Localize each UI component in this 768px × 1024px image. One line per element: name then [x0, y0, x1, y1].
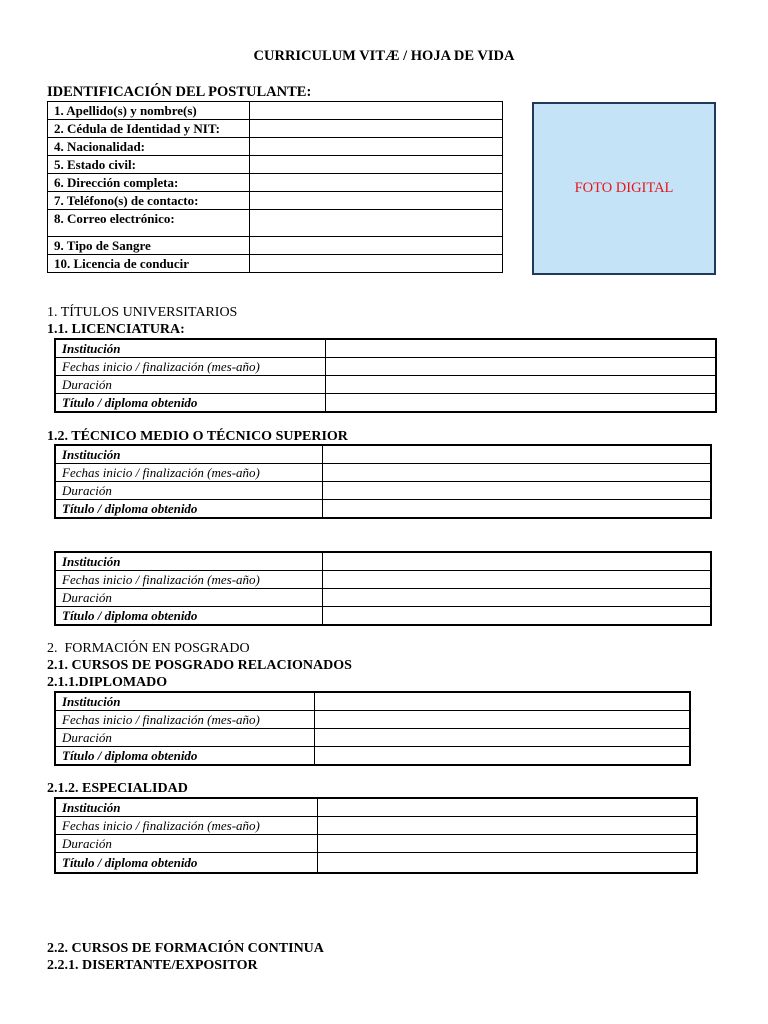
- value-cell[interactable]: [314, 692, 690, 711]
- id-field-label: 8. Correo electrónico:: [48, 210, 250, 237]
- photo-label: FOTO DIGITAL: [574, 180, 674, 196]
- row-label-institucion: Institución: [55, 339, 325, 358]
- row-label-fechas: Fechas inicio / finalización (mes-año): [55, 464, 322, 482]
- id-row: [48, 255, 503, 273]
- especialidad-heading: 2.1.2. ESPECIALIDAD: [47, 781, 188, 796]
- especialidad-table: [54, 797, 698, 874]
- id-row: [48, 192, 503, 210]
- value-cell[interactable]: [322, 552, 711, 571]
- value-cell[interactable]: [325, 358, 716, 376]
- value-cell[interactable]: [317, 817, 697, 835]
- id-field-label: 1. Apellido(s) y nombre(s): [48, 102, 250, 120]
- id-field-value[interactable]: [249, 255, 502, 273]
- value-cell[interactable]: [317, 853, 697, 874]
- section2-heading: 2. FORMACIÓN EN POSGRADO: [47, 641, 250, 656]
- row-label-duracion: Duración: [55, 835, 317, 853]
- section1-heading: 1. TÍTULOS UNIVERSITARIOS: [47, 305, 238, 320]
- disertante-heading: 2.2.1. DISERTANTE/EXPOSITOR: [47, 958, 258, 973]
- id-field-value[interactable]: [249, 102, 502, 120]
- row-label-duracion: Duración: [55, 589, 322, 607]
- row-label-fechas: Fechas inicio / finalización (mes-año): [55, 358, 325, 376]
- row-label-titulo: Título / diploma obtenido: [55, 747, 314, 766]
- row-label-titulo: Título / diploma obtenido: [55, 853, 317, 874]
- row-label-fechas: Fechas inicio / finalización (mes-año): [55, 817, 317, 835]
- cursos-posgrado-heading: 2.1. CURSOS DE POSGRADO RELACIONADOS: [47, 658, 352, 673]
- formacion-continua-heading: 2.2. CURSOS DE FORMACIÓN CONTINUA: [47, 941, 324, 956]
- id-field-label: 6. Dirección completa:: [48, 174, 250, 192]
- id-row: [48, 138, 503, 156]
- identification-heading: IDENTIFICACIÓN DEL POSTULANTE:: [47, 84, 312, 100]
- tecnico-table-2: [54, 551, 712, 626]
- row-label-fechas: Fechas inicio / finalización (mes-año): [55, 711, 314, 729]
- tecnico-table: [54, 444, 712, 519]
- value-cell[interactable]: [322, 589, 711, 607]
- value-cell[interactable]: [322, 500, 711, 519]
- value-cell[interactable]: [322, 571, 711, 589]
- identification-table: [47, 101, 503, 273]
- row-label-titulo: Título / diploma obtenido: [55, 607, 322, 626]
- id-field-value[interactable]: [249, 237, 502, 255]
- value-cell[interactable]: [322, 464, 711, 482]
- diplomado-heading: 2.1.1.DIPLOMADO: [47, 675, 168, 690]
- row-label-institucion: Institución: [55, 692, 314, 711]
- row-label-duracion: Duración: [55, 482, 322, 500]
- value-cell[interactable]: [314, 729, 690, 747]
- id-field-value[interactable]: [249, 192, 502, 210]
- id-row: [48, 210, 503, 237]
- row-label-titulo: Título / diploma obtenido: [55, 500, 322, 519]
- id-row: [48, 102, 503, 120]
- row-label-duracion: Duración: [55, 729, 314, 747]
- id-field-value[interactable]: [249, 210, 502, 237]
- id-field-label: 5. Estado civil:: [48, 156, 250, 174]
- value-cell[interactable]: [325, 339, 716, 358]
- id-field-value[interactable]: [249, 120, 502, 138]
- id-row: [48, 156, 503, 174]
- id-row: [48, 120, 503, 138]
- value-cell[interactable]: [314, 711, 690, 729]
- id-field-label: 10. Licencia de conducir: [48, 255, 250, 273]
- value-cell[interactable]: [322, 482, 711, 500]
- id-row: [48, 237, 503, 255]
- value-cell[interactable]: [317, 835, 697, 853]
- id-field-label: 9. Tipo de Sangre: [48, 237, 250, 255]
- row-label-duracion: Duración: [55, 376, 325, 394]
- id-field-label: 2. Cédula de Identidad y NIT:: [48, 120, 250, 138]
- id-field-value[interactable]: [249, 174, 502, 192]
- value-cell[interactable]: [325, 394, 716, 413]
- row-label-titulo: Título / diploma obtenido: [55, 394, 325, 413]
- licenciatura-table: [54, 338, 717, 413]
- id-field-value[interactable]: [249, 156, 502, 174]
- diplomado-table: [54, 691, 691, 766]
- row-label-fechas: Fechas inicio / finalización (mes-año): [55, 571, 322, 589]
- document-title: CURRICULUM VITÆ / HOJA DE VIDA: [253, 48, 515, 64]
- id-field-label: 7. Teléfono(s) de contacto:: [48, 192, 250, 210]
- id-row: [48, 174, 503, 192]
- value-cell[interactable]: [317, 798, 697, 817]
- photo-placeholder[interactable]: [532, 102, 716, 275]
- value-cell[interactable]: [314, 747, 690, 766]
- tecnico-heading: 1.2. TÉCNICO MEDIO O TÉCNICO SUPERIOR: [47, 429, 348, 444]
- id-field-label: 4. Nacionalidad:: [48, 138, 250, 156]
- row-label-institucion: Institución: [55, 798, 317, 817]
- row-label-institucion: Institución: [55, 445, 322, 464]
- row-label-institucion: Institución: [55, 552, 322, 571]
- value-cell[interactable]: [322, 445, 711, 464]
- value-cell[interactable]: [322, 607, 711, 626]
- value-cell[interactable]: [325, 376, 716, 394]
- id-field-value[interactable]: [249, 138, 502, 156]
- licenciatura-heading: 1.1. LICENCIATURA:: [47, 322, 185, 337]
